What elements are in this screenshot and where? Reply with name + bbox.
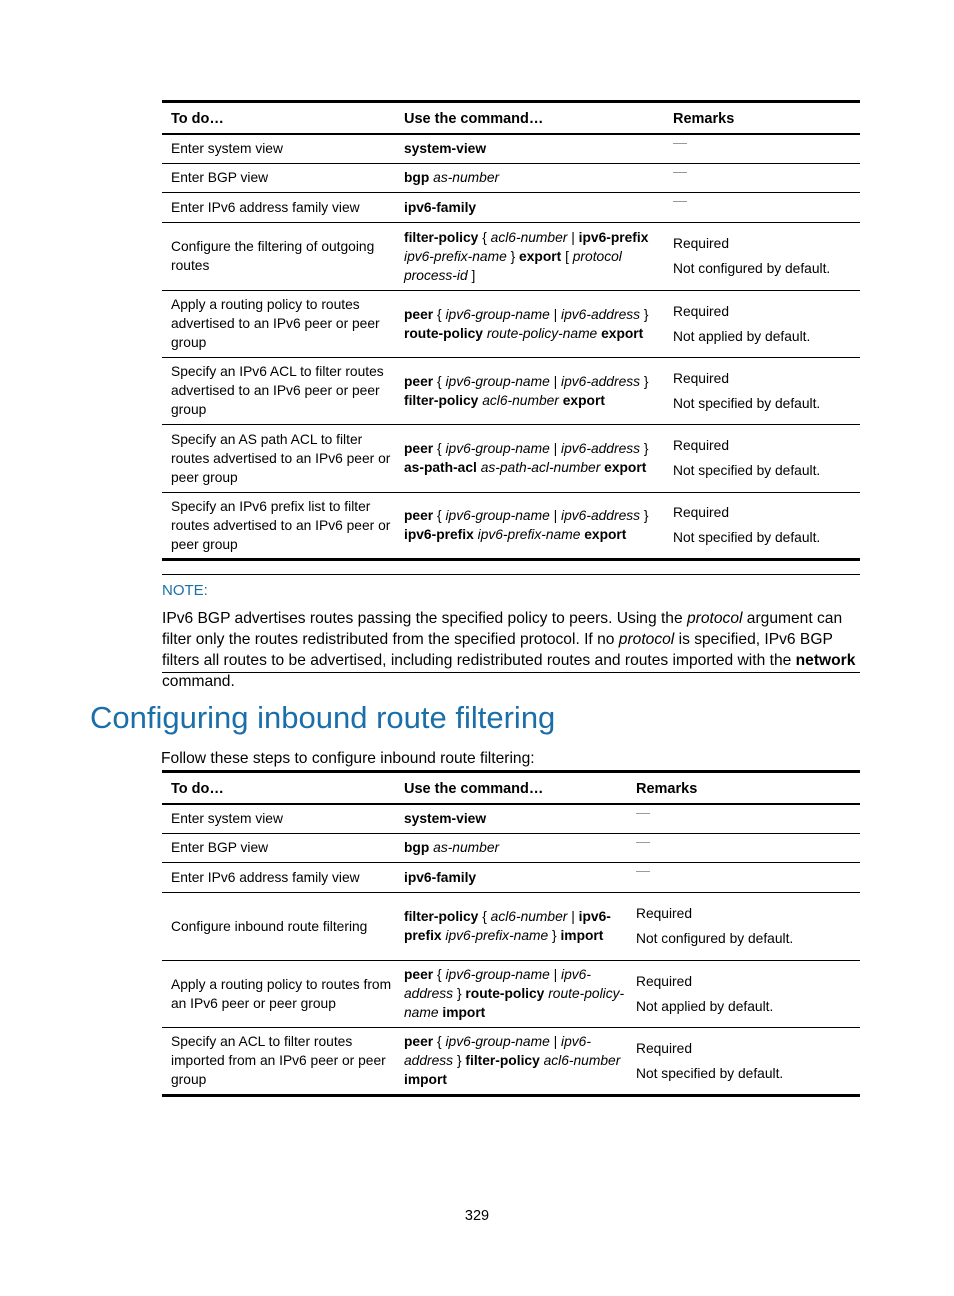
brace: } xyxy=(643,508,649,523)
pipe: | xyxy=(571,229,575,245)
command-keyword: peer xyxy=(404,373,434,389)
command-arg: ipv6-prefix-name xyxy=(477,527,581,542)
command-keyword: filter-policy xyxy=(404,392,479,408)
remark-line: Required xyxy=(673,438,729,453)
command-arg: ipv6-group-name xyxy=(445,441,550,456)
command-arg: ipv6-group-name xyxy=(445,1034,550,1049)
header-todo: To do… xyxy=(171,111,224,127)
command-arg: ipv6-prefix-name xyxy=(445,928,549,943)
remarks-cell xyxy=(664,163,860,192)
command-arg: ipv6-group-name xyxy=(445,508,550,523)
table-row xyxy=(162,222,860,290)
brace: { xyxy=(482,229,487,245)
command-arg: ipv6-prefix-name xyxy=(404,248,507,264)
command-keyword: import xyxy=(560,928,604,943)
remarks-cell xyxy=(627,804,860,833)
todo-cell: Enter system view xyxy=(171,811,283,827)
command-arg: ipv6-address xyxy=(561,508,641,523)
remark-line: Required xyxy=(673,303,729,319)
section-intro: Follow these steps to configure inbound route filtering: xyxy=(161,750,535,767)
pipe: | xyxy=(553,441,558,456)
command-keyword: peer xyxy=(404,967,434,982)
remark-line: Required xyxy=(673,505,729,520)
command-arg: ipv6-address xyxy=(561,441,641,456)
header-command: Use the command… xyxy=(404,781,544,797)
brace: { xyxy=(437,967,442,982)
command-keyword: export xyxy=(519,248,562,264)
command-keyword: filter-policy xyxy=(404,909,479,924)
outbound-filter-table xyxy=(162,100,860,561)
note-text: argument can filter only the routes redistributed from the specified protocol. If no xyxy=(162,610,843,648)
remark-line: Not specified by default. xyxy=(673,395,821,411)
note-italic: protocol xyxy=(686,610,743,627)
remark-line: Not specified by default. xyxy=(636,1065,784,1081)
pipe: | xyxy=(553,373,558,389)
brace: { xyxy=(437,1034,442,1049)
note-label: NOTE: xyxy=(162,582,208,599)
table-row xyxy=(162,290,860,357)
todo-cell: Enter IPv6 address family view xyxy=(171,869,360,885)
command-arg: ipv6-group-name xyxy=(445,373,550,389)
command-keyword: export xyxy=(601,325,644,341)
command-keyword: ipv6-prefix xyxy=(404,909,611,943)
table-row xyxy=(162,357,860,424)
command-keyword: bgp xyxy=(404,170,430,185)
command-arg: ipv6-address xyxy=(561,306,641,322)
command-arg: acl6-number xyxy=(543,1053,621,1068)
table-header-row xyxy=(162,102,860,135)
todo-cell: Configure the filtering of outgoing routes xyxy=(171,239,375,273)
note-text: command. xyxy=(162,673,235,690)
remarks-cell xyxy=(664,290,860,357)
header-todo: To do… xyxy=(171,781,224,797)
todo-cell: Enter BGP view xyxy=(171,170,269,185)
todo-cell: Enter BGP view xyxy=(171,840,269,855)
command-keyword: import xyxy=(404,1072,447,1087)
brace: { xyxy=(437,508,442,523)
remarks-cell xyxy=(664,424,860,492)
remarks-cell xyxy=(627,833,860,862)
remarks-cell xyxy=(664,357,860,424)
pipe: | xyxy=(571,909,575,924)
dash-mark xyxy=(673,172,687,173)
command-keyword: export xyxy=(584,527,627,542)
pipe: | xyxy=(553,967,558,982)
todo-cell: Configure inbound route filtering xyxy=(171,918,368,934)
note-top-rule xyxy=(162,574,860,575)
command-arg: ipv6-address xyxy=(561,373,641,389)
section-heading: Configuring inbound route filtering xyxy=(90,700,556,735)
remark-line: Required xyxy=(636,906,692,921)
command-arg: route-policy-name xyxy=(404,986,625,1020)
table-row xyxy=(162,134,860,163)
command-keyword: system-view xyxy=(404,141,487,157)
table-row xyxy=(162,424,860,492)
remark-line: Not configured by default. xyxy=(673,261,831,276)
remark-line: Not specified by default. xyxy=(673,530,821,545)
pipe: | xyxy=(553,508,558,523)
pipe: | xyxy=(553,1034,558,1049)
brace: { xyxy=(437,373,442,389)
remarks-cell xyxy=(664,222,860,290)
command-cell xyxy=(395,960,627,1027)
command-cell xyxy=(395,862,627,892)
command-arg: ipv6-group-name xyxy=(445,306,550,322)
note-body xyxy=(162,608,860,692)
brace: { xyxy=(437,441,442,456)
command-arg: ipv6-address xyxy=(404,967,591,1001)
command-keyword: bgp xyxy=(404,840,430,855)
command-cell xyxy=(395,492,664,559)
bracket: [ xyxy=(565,248,569,264)
command-arg: acl6-number xyxy=(490,229,568,245)
command-arg: as-number xyxy=(433,840,500,855)
command-keyword: export xyxy=(604,460,647,475)
note-bottom-rule xyxy=(162,672,860,673)
dash-mark xyxy=(636,813,650,814)
page-number: 329 xyxy=(464,1208,490,1224)
todo-cell: Enter IPv6 address family view xyxy=(171,199,360,215)
todo-cell: Enter system view xyxy=(171,141,283,157)
table-row xyxy=(162,892,860,960)
table-row xyxy=(162,862,860,892)
command-keyword: ipv6-prefix xyxy=(404,527,474,542)
remark-line: Not applied by default. xyxy=(636,998,774,1014)
command-cell xyxy=(395,357,664,424)
bracket: ] xyxy=(471,267,476,283)
dash-mark xyxy=(636,842,650,843)
command-keyword: route-policy xyxy=(465,986,545,1001)
command-arg: as-path-acl-number xyxy=(480,460,601,475)
remarks-cell xyxy=(627,960,860,1027)
header-remarks: Remarks xyxy=(673,111,735,127)
brace: } xyxy=(643,306,649,322)
command-arg: as-number xyxy=(433,170,500,185)
note-bold: network xyxy=(795,652,856,669)
command-arg: route-policy-name xyxy=(486,325,598,341)
brace: { xyxy=(482,909,487,924)
todo-cell: Apply a routing policy to routes from an IPv6 peer or peer group xyxy=(171,976,392,1011)
command-keyword: peer xyxy=(404,508,434,523)
command-cell xyxy=(395,804,627,833)
command-keyword: filter-policy xyxy=(404,229,479,245)
brace: } xyxy=(456,1053,462,1068)
table-row xyxy=(162,833,860,862)
remark-line: Not applied by default. xyxy=(673,328,811,344)
command-keyword: export xyxy=(562,392,605,408)
table-row xyxy=(162,163,860,192)
brace: } xyxy=(643,441,649,456)
remarks-cell xyxy=(664,492,860,559)
command-arg: process-id xyxy=(404,267,468,283)
table-row xyxy=(162,192,860,222)
todo-cell: Specify an AS path ACL to filter routes advertised to an IPv6 peer or peer group xyxy=(171,431,391,485)
brace: } xyxy=(643,373,649,389)
command-cell xyxy=(395,424,664,492)
command-keyword: as-path-acl xyxy=(404,460,477,475)
command-arg: ipv6-group-name xyxy=(445,967,550,982)
command-keyword: peer xyxy=(404,441,434,456)
remarks-cell xyxy=(664,192,860,222)
table-row xyxy=(162,492,860,559)
header-remarks: Remarks xyxy=(636,781,698,797)
command-keyword: peer xyxy=(404,1034,434,1049)
todo-cell: Apply a routing policy to routes advertised to an IPv6 peer or peer group xyxy=(171,297,380,350)
remark-line: Required xyxy=(636,973,692,989)
note-italic: protocol xyxy=(618,631,675,648)
pipe: | xyxy=(553,306,558,322)
table-header-row xyxy=(162,772,860,805)
remark-line: Not specified by default. xyxy=(673,463,821,478)
dash-mark xyxy=(673,201,687,202)
remarks-cell xyxy=(627,1027,860,1095)
brace: } xyxy=(552,928,557,943)
table-row xyxy=(162,960,860,1027)
brace: } xyxy=(510,248,516,264)
remarks-cell xyxy=(627,892,860,960)
command-arg: protocol xyxy=(572,248,622,264)
command-keyword: ipv6-family xyxy=(404,869,477,885)
command-keyword: ipv6-family xyxy=(404,199,477,215)
command-cell xyxy=(395,290,664,357)
command-arg: ipv6-address xyxy=(404,1034,591,1068)
dash-mark xyxy=(636,871,650,872)
command-keyword: peer xyxy=(404,306,434,322)
remarks-cell xyxy=(627,862,860,892)
dash-mark xyxy=(673,143,687,144)
note-text: is specified, IPv6 BGP filters all routes to be advertised, including redistributed routes and routes imported with the xyxy=(162,631,833,669)
command-arg: acl6-number xyxy=(482,392,559,408)
brace: { xyxy=(437,306,442,322)
todo-cell: Specify an IPv6 ACL to filter routes advertised to an IPv6 peer or peer group xyxy=(171,364,384,417)
brace: } xyxy=(456,986,462,1001)
command-cell xyxy=(395,222,664,290)
command-keyword: system-view xyxy=(404,811,487,827)
command-cell xyxy=(395,833,627,862)
todo-cell: Specify an IPv6 prefix list to filter routes advertised to an IPv6 peer or peer group xyxy=(171,498,391,552)
header-command: Use the command… xyxy=(404,111,544,127)
command-arg: acl6-number xyxy=(490,909,568,924)
command-cell xyxy=(395,192,664,222)
todo-cell: Specify an ACL to filter routes imported from an IPv6 peer or peer group xyxy=(171,1034,386,1087)
command-keyword: route-policy xyxy=(404,325,483,341)
command-cell xyxy=(395,134,664,163)
remark-line: Not configured by default. xyxy=(636,931,794,946)
note-text: IPv6 BGP advertises routes passing the specified policy to peers. Using the xyxy=(162,610,687,627)
command-keyword: ipv6-prefix xyxy=(578,229,649,245)
command-cell xyxy=(395,1027,627,1095)
remark-line: Required xyxy=(673,236,729,251)
table-row xyxy=(162,1027,860,1095)
remarks-cell xyxy=(664,134,860,163)
command-keyword: filter-policy xyxy=(465,1053,540,1068)
table-row xyxy=(162,804,860,833)
command-keyword: import xyxy=(442,1005,486,1020)
command-cell xyxy=(395,163,664,192)
remark-line: Required xyxy=(636,1040,692,1056)
inbound-filter-table xyxy=(162,770,860,1097)
command-cell xyxy=(395,892,627,960)
remark-line: Required xyxy=(673,370,729,386)
